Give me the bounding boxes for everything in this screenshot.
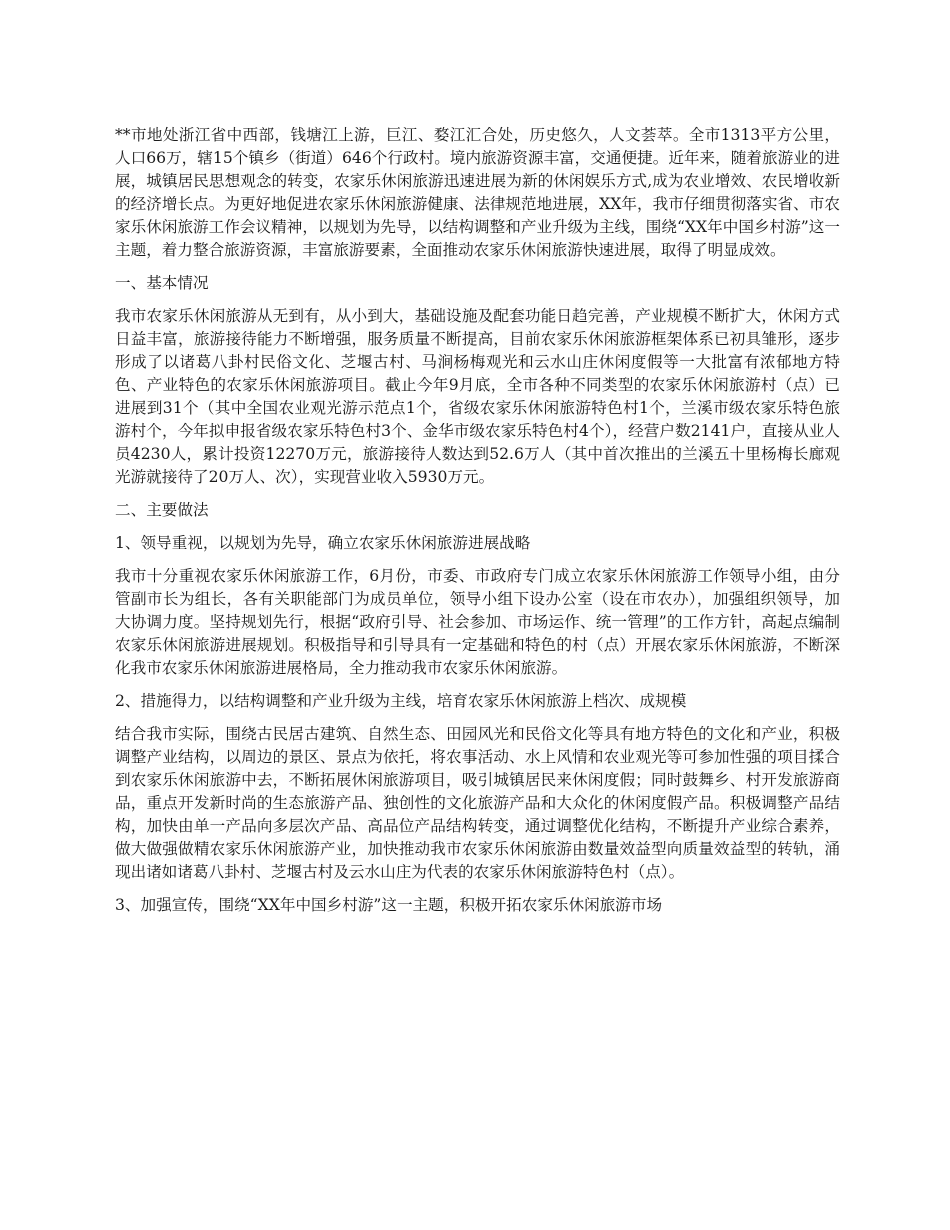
basic-situation-paragraph: 我市农家乐休闲旅游从无到有，从小到大，基础设施及配套功能日趋完善，产业规模不断扩大，休闲方式日益丰富，旅游接待能力不断增强，服务质量不断提高，目前农家乐休闲旅游框架体系已初具雏形，逐步形成了以诸葛八卦村民俗文化、芝堰古村、马涧杨梅观光和云水山庄休闲度假等一大批富有浓郁地方特色、产业特色的农家乐休闲旅游项目。截止今年9月底，全市各种不同类型的农家乐休闲旅游村（点）已进展到31个（其中全国农业观光游示范点1个，省级农家乐休闲旅游特色村1个，兰溪市级农家乐特色旅游村个，今年拟申报省级农家乐特色村3个、金华市级农家乐特色村4个），经营户数2141户，直接从业人员4230人，累计投资12270万元，旅游接待人数达到52.6万人（其中首次推出的兰溪五十里杨梅长廊观光游就接待了20万人、次），实现营业收入5930万元。 (115, 307, 840, 486)
section-heading-main-practices: 二、主要做法 (115, 501, 209, 519)
item-1-paragraph: 我市十分重视农家乐休闲旅游工作，6月份，市委、市政府专门成立农家乐休闲旅游工作领导小组，由分管副市长为组长，各有关职能部门为成员单位，领导小组下设办公室（设在市农办），加强组织领导，加大协调力度。坚持规划先行，根据“政府引导、社会参加、市场运作、统一管理”的工作方针，高起点编制农家乐休闲旅游进展规划。积极指导和引导具有一定基础和特色的村（点）开展农家乐休闲旅游，不断深化我市农家乐休闲旅游进展格局，全力推动我市农家乐休闲旅游。 (115, 567, 840, 677)
item-3-heading: 3、加强宣传，围绕“XX年中国乡村游”这一主题，积极开拓农家乐休闲旅游市场 (115, 896, 663, 914)
item-2-heading: 2、措施得力，以结构调整和产业升级为主线，培育农家乐休闲旅游上档次、成规模 (115, 692, 687, 710)
item-2-paragraph: 结合我市实际，围绕古民居古建筑、自然生态、田园风光和民俗文化等具有地方特色的文化和产业，积极调整产业结构，以周边的景区、景点为依托，将农事活动、水上风情和农业观光等可参加性强的项目揉合到农家乐休闲旅游中去，不断拓展休闲旅游项目，吸引城镇居民来休闲度假；同时鼓舞乡、村开发旅游商品，重点开发新时尚的生态旅游产品、独创性的文化旅游产品和大众化的休闲度假产品。积极调整产品结构，加快由单一产品向多层次产品、高品位产品结构转变，通过调整优化结构，不断提升产业综合素养，做大做强做精农家乐休闲旅游产业，加快推动我市农家乐休闲旅游由数量效益型向质量效益型的转轨，涌现出诸如诸葛八卦村、芝堰古村及云水山庄为代表的农家乐休闲旅游特色村（点）。 (115, 725, 840, 881)
document-page (115, 124, 840, 927)
item-1-heading: 1、领导重视，以规划为先导，确立农家乐休闲旅游进展战略 (115, 534, 531, 552)
intro-paragraph: **市地处浙江省中西部，钱塘江上游，巨江、婺江汇合处，历史悠久，人文荟萃。全市1313平方公里，人口66万，辖15个镇乡（街道）646个行政村。境内旅游资源丰富，交通便捷。近年来，随着旅游业的进展，城镇居民思想观念的转变，农家乐休闲旅游迅速进展为新的休闲娱乐方式,成为农业增效、农民增收新的经济增长点。为更好地促进农家乐休闲旅游健康、法律规范地进展，XX年，我市仔细贯彻落实省、市农家乐休闲旅游工作会议精神，以规划为先导，以结构调整和产业升级为主线，围绕“XX年中国乡村游”这一主题，着力整合旅游资源，丰富旅游要素，全面推动农家乐休闲旅游快速进展，取得了明显成效。 (115, 126, 840, 259)
section-heading-basic-situation: 一、基本情况 (115, 274, 209, 292)
